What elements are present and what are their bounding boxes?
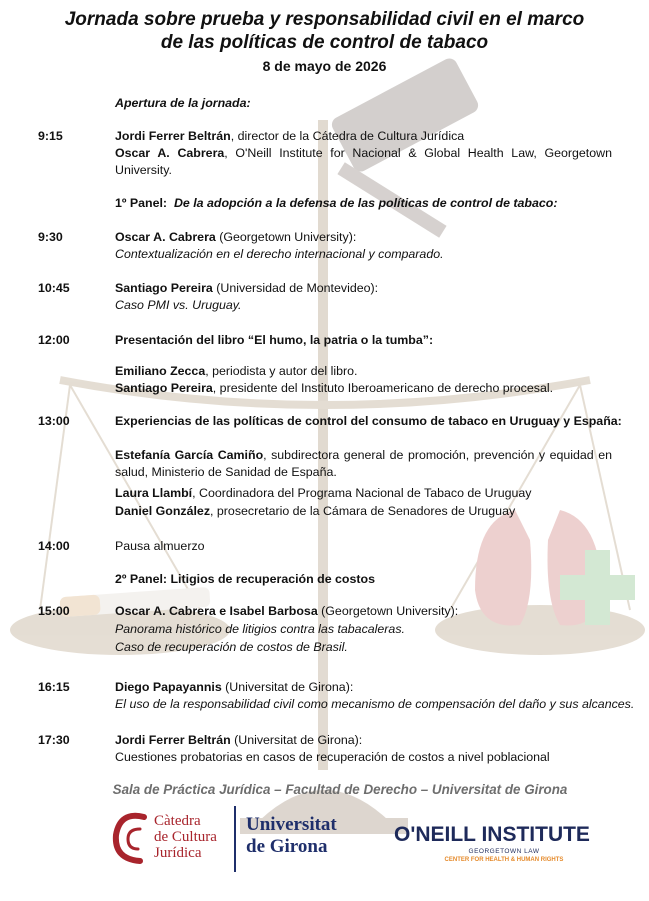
- session-1300-title: Experiencias de las políticas de control del consumo de tabaco en Uruguay y España:: [115, 414, 622, 428]
- session-1045-speaker: [115, 280, 612, 297]
- session-930-speaker: [115, 229, 612, 246]
- session-1045-topic: Caso PMI vs. Uruguay.: [115, 298, 242, 312]
- speaker-name: Laura Llambí: [115, 486, 193, 500]
- session-1200-title: Presentación del libro “El humo, la patria o la tumba”:: [115, 333, 434, 347]
- speaker-desc: , presidente del Instituto Iberoamericano de derecho procesal.: [212, 381, 554, 395]
- session-1615-topic: El uso de la responsabilidad civil como mecanismo de compensación del daño y sus alcances.: [115, 697, 635, 711]
- session-1200-person-2: [115, 380, 612, 397]
- oneill-logo: [394, 824, 614, 863]
- title-line-1: Jornada sobre prueba y responsabilidad civil en el marco: [64, 9, 585, 30]
- session-1200-person-1: [115, 363, 612, 380]
- session-1500-topic-1: Panorama histórico de litigios contra las tabacaleras.: [115, 622, 405, 636]
- time-1200: 12:00: [38, 333, 70, 347]
- catedra-line-1: Càtedra: [154, 813, 201, 829]
- speaker-name: Daniel González: [115, 504, 211, 518]
- event-date: 8 de mayo de 2026: [262, 58, 387, 74]
- session-1500-topic-2: Caso de recuperación de costos de Brasil.: [115, 640, 348, 654]
- girona-line-2: de Girona: [246, 836, 328, 857]
- speaker-affiliation: (Georgetown University):: [215, 230, 357, 244]
- time-1730: 17:30: [38, 733, 70, 747]
- speaker-name: Diego Papayannis: [115, 680, 222, 694]
- speaker-desc: , subdirectora general de promoción, prevención y equidad en salud, Ministerio de Sanidad de España.: [115, 448, 612, 479]
- time-1500: 15:00: [38, 604, 70, 618]
- logo-divider: [234, 806, 236, 872]
- speaker-name: Emiliano Zecca: [115, 364, 206, 378]
- speaker-name: Jordi Ferrer Beltrán: [115, 129, 231, 143]
- catedra-line-2: de Cultura: [154, 829, 217, 845]
- speaker-name: Oscar A. Cabrera: [115, 230, 216, 244]
- opening-speaker-1: [115, 128, 612, 145]
- catedra-logo: [110, 805, 230, 875]
- time-1615: 16:15: [38, 680, 70, 694]
- girona-line-1: Universitat: [246, 814, 337, 835]
- session-1615-speaker: [115, 679, 612, 696]
- title-line-2: de las políticas de control de tabaco: [160, 32, 489, 53]
- speaker-affiliation: (Universitat de Girona):: [221, 680, 354, 694]
- catedra-line-3: Jurídica: [154, 845, 202, 861]
- session-930-topic: Contextualización en el derecho internacional y comparado.: [115, 247, 444, 261]
- session-1500-speaker: [115, 603, 612, 620]
- session-1300-person-2: [115, 485, 612, 502]
- speaker-name: Jordi Ferrer Beltrán: [115, 733, 231, 747]
- speaker-desc: , periodista y autor del libro.: [205, 364, 358, 378]
- session-1300-person-1: [115, 447, 612, 481]
- time-915: 9:15: [38, 129, 63, 143]
- time-1045: 10:45: [38, 281, 70, 295]
- oneill-sub-2: CENTER FOR HEALTH & HUMAN RIGHTS: [444, 857, 564, 863]
- speaker-desc: , director de la Cátedra de Cultura Jurídica: [230, 129, 465, 143]
- session-1400-text: Pausa almuerzo: [115, 539, 205, 553]
- speaker-name: Santiago Pereira: [115, 381, 213, 395]
- page-title: [0, 8, 649, 54]
- time-1300: 13:00: [38, 414, 70, 428]
- speaker-affiliation: (Georgetown University):: [317, 604, 459, 618]
- girona-logo: [246, 814, 337, 858]
- opening-speaker-2: [115, 145, 612, 179]
- panel-1-heading: [115, 195, 612, 212]
- opening-heading: Apertura de la jornada:: [115, 96, 251, 110]
- speaker-name: Oscar A. Cabrera: [115, 146, 225, 160]
- session-1730-topic: Cuestiones probatorias en casos de recuperación de costos a nivel poblacional: [115, 750, 550, 764]
- oneill-title: O'NEILL INSTITUTE: [394, 823, 590, 846]
- speaker-name: Oscar A. Cabrera e Isabel Barbosa: [115, 604, 318, 618]
- speaker-desc: , O'Neill Institute for Nacional & Global Health Law, Georgetown University.: [115, 146, 612, 177]
- speaker-name: Estefanía García Camiño: [115, 448, 264, 462]
- venue: Sala de Práctica Jurídica – Facultad de Derecho – Universitat de Girona: [112, 782, 568, 797]
- session-1730-speaker: [115, 732, 612, 749]
- speaker-desc: , Coordinadora del Programa Nacional de Tabaco de Uruguay: [192, 486, 532, 500]
- time-930: 9:30: [38, 230, 63, 244]
- panel-label: 1º Panel:: [115, 196, 168, 210]
- speaker-affiliation: (Universidad de Montevideo):: [212, 281, 379, 295]
- session-1300-person-3: [115, 503, 612, 520]
- speaker-affiliation: (Universitat de Girona):: [230, 733, 363, 747]
- time-1400: 14:00: [38, 539, 70, 553]
- panel-title: De la adopción a la defensa de las políticas de control de tabaco:: [173, 196, 558, 210]
- speaker-desc: , prosecretario de la Cámara de Senadores de Uruguay: [210, 504, 516, 518]
- oneill-sub-1: GEORGETOWN LAW: [468, 848, 540, 855]
- panel-2-heading: 2º Panel: Litigios de recuperación de costos: [115, 572, 375, 586]
- speaker-name: Santiago Pereira: [115, 281, 213, 295]
- catedra-swirl-icon: [110, 807, 158, 867]
